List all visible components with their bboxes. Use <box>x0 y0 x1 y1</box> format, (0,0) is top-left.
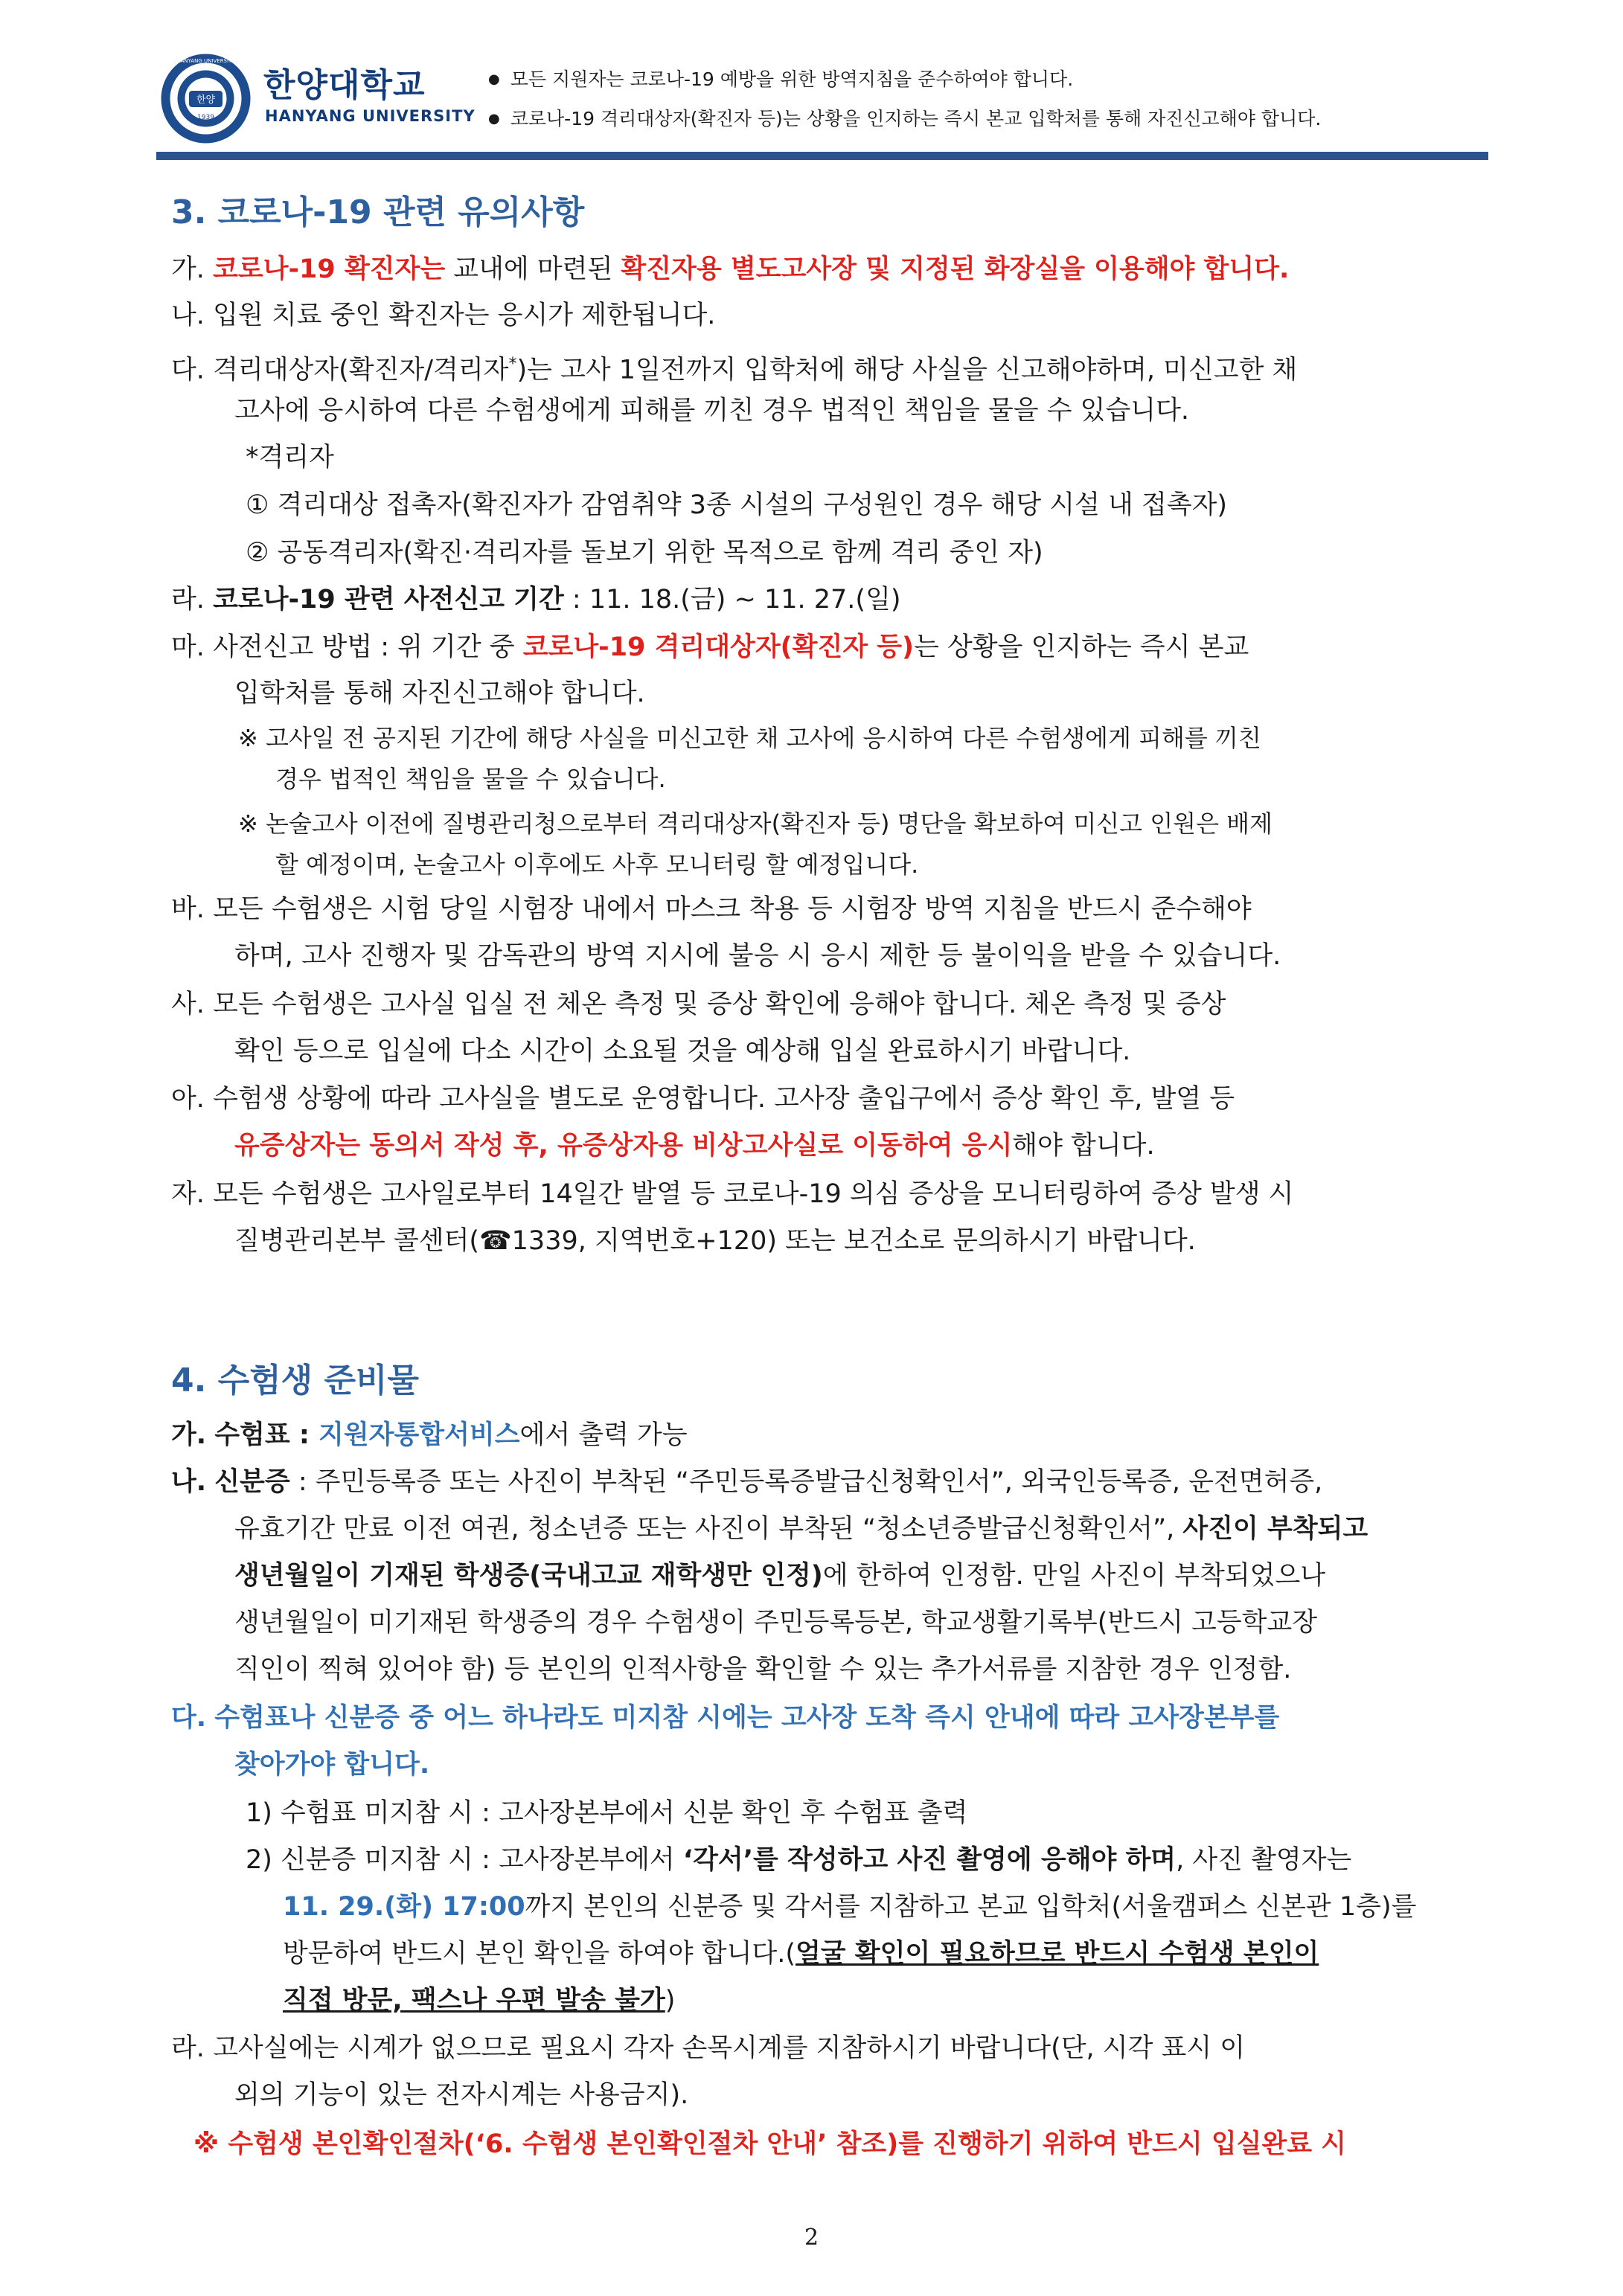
section-4-title: 4. 수험생 준비물 <box>171 1362 419 1399</box>
s4-item-ra-cont: 외의 기능이 있는 전자시계는 사용금지). <box>234 2080 689 2110</box>
item-ma-cont: 입학처를 통해 자진신고해야 합니다. <box>234 679 645 708</box>
svg-text:한양: 한양 <box>196 94 216 106</box>
item-ja-cont: 질병관리본부 콜센터(☎1339, 지역번호+120) 또는 보건소로 문의하시기 바랍니다. <box>234 1226 1196 1256</box>
item-da-cont: 고사에 응시하여 다른 수험생에게 피해를 끼친 경우 법적인 책임을 물을 수 있습니다. <box>234 396 1190 426</box>
s4-item-ga: 가. 수험표 : 지원자통합서비스에서 출력 가능 <box>171 1420 688 1450</box>
item-ra: 라. 코로나-19 관련 사전신고 기간 : 11. 18.(금) ~ 11. 27.(일) <box>171 585 901 615</box>
header-notice-2: ● 코로나-19 격리대상자(확진자 등)는 상황을 인지하는 즉시 본교 입학처를 통해 자진신고해야 합니다. <box>488 100 1493 140</box>
note-title: *격리자 <box>246 443 334 472</box>
item-na: 나. 입원 치료 중인 확진자는 응시가 제한됩니다. <box>171 301 716 330</box>
s4-item-da: 다. 수험표나 신분증 중 어느 하나라도 미지참 시에는 고사장 도착 즉시 안내에 따라 고사장본부를 <box>171 1703 1280 1733</box>
page-header <box>156 46 1488 158</box>
header-notice-1: ● 모든 지원자는 코로나-19 예방을 위한 방역지침을 준수하여야 합니다. <box>488 61 1493 100</box>
s4-item-da-2: 찾아가야 합니다. <box>234 1750 430 1780</box>
item-ja: 자. 모든 수험생은 고사일로부터 14일간 발열 등 코로나-19 의심 증상을 모니터링하여 증상 발생 시 <box>171 1179 1294 1209</box>
ma-note-1a: ※ 고사일 전 공지된 기간에 해당 사실을 미신고한 채 고사에 응시하여 다른 수험생에게 피해를 끼친 <box>238 724 1261 752</box>
logo-english-name: HANYANG UNIVERSITY <box>265 107 476 125</box>
ma-note-2a: ※ 논술고사 이전에 질병관리청으로부터 격리대상자(확진자 등) 명단을 확보하여 미신고 인원은 배제 <box>238 809 1273 838</box>
ma-note-1b: 경우 법적인 책임을 물을 수 있습니다. <box>275 765 666 793</box>
item-a-cont: 유증상자는 동의서 작성 후, 유증상자용 비상고사실로 이동하여 응시해야 합니다. <box>234 1131 1155 1161</box>
page-number: 2 <box>804 2225 819 2251</box>
item-da: 다. 격리대상자(확진자/격리자*)는 고사 1일전까지 입학처에 해당 사실을 신고해야하며, 미신고한 채 <box>171 355 1298 385</box>
item-sa-cont: 확인 등으로 입실에 다소 시간이 소요될 것을 예상해 입실 완료하시기 바랍니다. <box>234 1036 1131 1066</box>
s4-da-sub-2d: 직접 방문, 팩스나 우편 발송 불가) <box>283 1986 676 2016</box>
s4-da-sub-2: 2) 신분증 미지참 시 : 고사장본부에서 ‘각서’를 작성하고 사진 촬영에 응해야 하며, 사진 촬영자는 <box>246 1845 1352 1875</box>
s4-da-sub-1: 1) 수험표 미지참 시 : 고사장본부에서 신분 확인 후 수험표 출력 <box>246 1798 968 1828</box>
svg-text:1939: 1939 <box>197 114 214 121</box>
item-sa: 사. 모든 수험생은 고사실 입실 전 체온 측정 및 증상 확인에 응해야 합니다. 체온 측정 및 증상 <box>171 990 1226 1019</box>
svg-text:HANYANG UNIVERSITY: HANYANG UNIVERSITY <box>176 58 235 64</box>
s4-note: ※ 수험생 본인확인절차(‘6. 수험생 본인확인절차 안내’ 참조)를 진행하기 위하여 반드시 입실완료 시 <box>193 2129 1347 2159</box>
item-a: 아. 수험생 상황에 따라 고사실을 별도로 운영합니다. 고사장 출입구에서 증상 확인 후, 발열 등 <box>171 1084 1235 1114</box>
s4-da-sub-2b: 11. 29.(화) 17:00까지 본인의 신분증 및 각서를 지참하고 본교 입학처(서울캠퍼스 신본관 1층)를 <box>283 1892 1417 1922</box>
item-ma: 마. 사전신고 방법 : 위 기간 중 코로나-19 격리대상자(확진자 등)는 상황을 인지하는 즉시 본교 <box>171 632 1249 662</box>
header-divider <box>156 152 1488 160</box>
note-2: ② 공동격리자(확진·격리자를 돌보기 위한 목적으로 함께 격리 중인 자) <box>246 538 1043 568</box>
s4-item-na-3: 생년월일이 기재된 학생증(국내고교 재학생만 인정)에 한하여 인정함. 만일 사진이 부착되었으나 <box>234 1561 1326 1591</box>
ma-note-2b: 할 예정이며, 논술고사 이후에도 사후 모니터링 할 예정입니다. <box>275 850 919 879</box>
section-3-title: 3. 코로나-19 관련 유의사항 <box>171 193 585 231</box>
item-ba: 바. 모든 수험생은 시험 당일 시험장 내에서 마스크 착용 등 시험장 방역 지침을 반드시 준수해야 <box>171 894 1252 924</box>
s4-item-na-2: 유효기간 만료 이전 여권, 청소년증 또는 사진이 부착된 “청소년증발급신청확인서”, 사진이 부착되고 <box>234 1514 1368 1544</box>
s4-item-ra: 라. 고사실에는 시계가 없으므로 필요시 각자 손목시계를 지참하시기 바랍니다(단, 시각 표시 이 <box>171 2033 1246 2063</box>
header-notices <box>488 61 1493 140</box>
university-seal-icon <box>159 52 252 145</box>
s4-item-na-5: 직인이 찍혀 있어야 함) 등 본인의 인적사항을 확인할 수 있는 추가서류를 지참한 경우 인정함. <box>234 1655 1292 1684</box>
s4-item-na: 나. 신분증 : 주민등록증 또는 사진이 부착된 “주민등록증발급신청확인서”, 외국인등록증, 운전면허증, <box>171 1467 1323 1497</box>
s4-da-sub-2c: 방문하여 반드시 본인 확인을 하여야 합니다.(얼굴 확인이 필요하므로 반드시 수험생 본인이 <box>283 1939 1319 1969</box>
item-ba-cont: 하며, 고사 진행자 및 감독관의 방역 지시에 불응 시 응시 제한 등 불이익을 받을 수 있습니다. <box>234 941 1281 971</box>
logo-korean-name: 한양대학교 <box>263 66 426 104</box>
s4-item-na-4: 생년월일이 미기재된 학생증의 경우 수험생이 주민등록등본, 학교생활기록부(반드시 고등학교장 <box>234 1608 1318 1638</box>
note-1: ① 격리대상 접촉자(확진자가 감염취약 3종 시설의 구성원인 경우 해당 시설 내 접촉자) <box>246 490 1228 520</box>
item-ga: 가. 코로나-19 확진자는 교내에 마련된 확진자용 별도고사장 및 지정된 화장실을 이용해야 합니다. <box>171 254 1290 284</box>
